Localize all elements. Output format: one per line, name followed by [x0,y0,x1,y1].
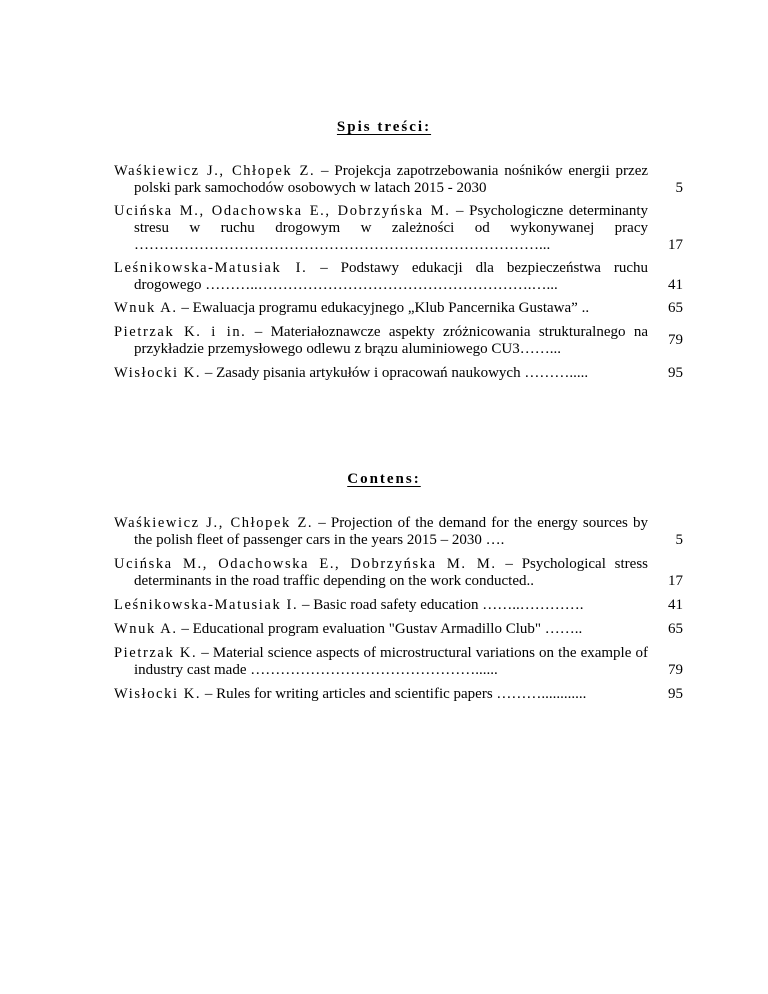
entry-authors: Wisłocki K. [114,686,202,702]
english-toc-title: Contens: [347,471,421,487]
entry-page-number: 65 [668,300,683,316]
entry-title: – Materiałoznawcze aspekty zróżnicowania strukturalnego na przykładzie przemysłowego odlewu z brązu aluminiowego CU3……... [134,324,648,357]
entry-authors: Leśnikowska-Matusiak I. [114,260,308,276]
entry-title: – Zasady pisania artykułów i opracowań naukowych ………..... [201,365,589,381]
entry-authors: Waśkiewicz J., Chłopek Z. [114,515,314,531]
entry-authors: Wisłocki K. [114,365,202,381]
entry-authors: Waśkiewicz J., Chłopek Z. [114,163,316,179]
entry-page-number: 95 [668,365,683,381]
entry-title: – Podstawy edukacji dla bezpieczeństwa ruchu drogowego ………..……………………………………………….…... [134,260,649,293]
polish-toc-title: Spis treści: [336,119,432,135]
toc-entry[interactable] [114,515,683,549]
entry-page-number: 95 [668,686,683,702]
toc-entry[interactable] [114,556,683,590]
toc-entry[interactable] [114,621,683,638]
entry-title: – Ewaluacja programu edukacyjnego „Klub Pancernika Gustawa” .. [177,300,590,316]
toc-entry[interactable] [114,163,683,197]
entry-page-number: 17 [668,573,683,589]
entry-authors: Ucińska M., Odachowska E., Dobrzyńska M. M. [114,556,497,572]
entry-authors: Leśnikowska-Matusiak I. [114,597,299,613]
entry-authors: Ucińska M., Odachowska E., Dobrzyńska M. [114,203,451,219]
toc-entry[interactable] [114,645,683,679]
entry-page-number: 65 [668,621,683,637]
toc-entry[interactable] [114,203,683,254]
toc-entry[interactable] [114,300,683,317]
entry-page-number: 17 [668,237,683,253]
toc-entry[interactable] [114,365,683,382]
entry-title: – Projekcja zapotrzebowania nośników energii przez polski park samochodów osobowych w latach 2015 - 2030 [134,163,649,196]
entry-authors: Pietrzak K. i in. [114,324,247,340]
toc-entry[interactable] [114,597,683,614]
entry-page-number: 79 [668,332,683,348]
entry-authors: Wnuk A. [114,621,178,637]
entry-title: – Psychologiczne determinanty stresu w ruchu drogowym w zależności od wykonywanej pracy ………………………………………………………………………... [134,203,648,253]
entry-title: – Psychological stress determinants in the road traffic depending on the work conducted.. [134,556,648,589]
polish-toc-list [114,163,683,382]
entry-page-number: 79 [668,662,683,678]
entry-page-number: 41 [668,597,683,613]
entry-title: – Educational program evaluation "Gustav Armadillo Club" …….. [177,621,583,637]
entry-page-number: 41 [668,277,683,293]
entry-title: – Rules for writing articles and scientific papers ………............ [201,686,587,702]
entry-page-number: 5 [675,532,683,548]
toc-entry[interactable] [114,686,683,703]
toc-entry[interactable] [114,260,683,294]
toc-entry[interactable] [114,324,683,358]
entry-title: – Projection of the demand for the energy sources by the polish fleet of passenger cars in the years 2015 – 2030 …. [134,515,648,548]
entry-authors: Wnuk A. [114,300,178,316]
entry-title: – Basic road safety education ……..…………. [298,597,584,613]
entry-title: – Material science aspects of microstructural variations on the example of industry cast made ………………………………………...... [134,645,648,678]
entry-page-number: 5 [675,180,683,196]
english-toc-list [114,515,683,703]
entry-authors: Pietrzak K. [114,645,198,661]
